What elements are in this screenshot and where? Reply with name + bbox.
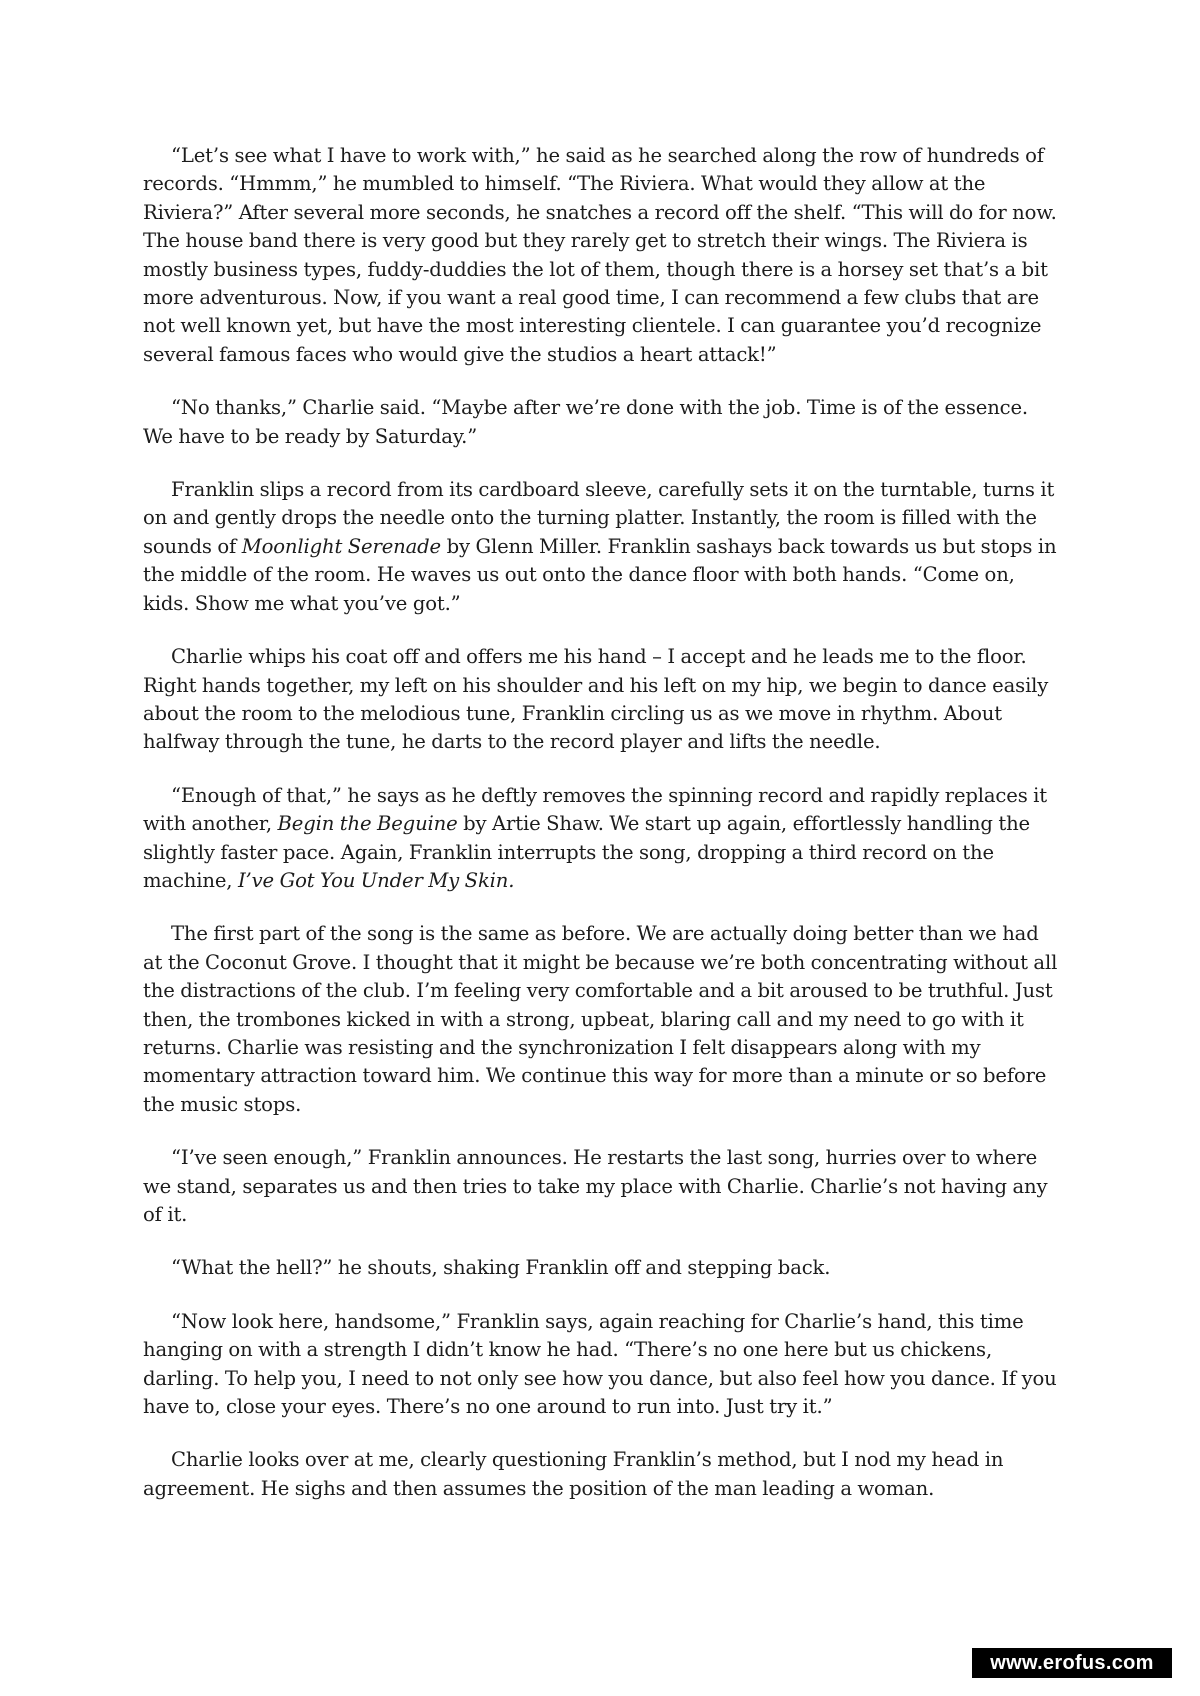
paragraph-text: “I’ve seen enough,” Franklin announces. He restarts the last song, hurries over to where we stand, separates us and then tries to take my place with Charlie. Charlie’s not having any of it. [143, 1146, 1048, 1226]
paragraph-text: “No thanks,” Charlie said. “Maybe after we’re done with the job. Time is of the essence. We have to be ready by Saturday.” [143, 396, 1029, 448]
paragraph [143, 394, 1063, 451]
paragraph [143, 1308, 1063, 1422]
paragraph [143, 1446, 1063, 1503]
paragraph-text: by Glenn Miller. Franklin sashays back towards us but stops in the middle of the room. He waves us out onto the dance floor with both hands. “Come on, kids. Show me what you’ve got.” [143, 534, 1057, 615]
paragraph-text: “Now look here, handsome,” Franklin says, again reaching for Charlie’s hand, this time hanging on with a strength I didn’t know he had. “There’s no one here but us chickens, darling. To help you, I need to not only see how you dance, but also feel how you dance. If you have to, close your eyes. There’s no one around to run into. Just try it.” [143, 1309, 1057, 1419]
paragraph [143, 782, 1063, 896]
song-title-italic: Begin the Beguine [277, 812, 458, 836]
paragraph-text: “Let’s see what I have to work with,” he said as he searched along the row of hundreds of records. “Hmmm,” he mumbled to himself. “The Riviera. What would they allow at the Riviera?” After several more seconds, he snatches a record off the shelf. “This will do for now. The house band there is very good but they rarely get to stretch their wings. The Riviera is mostly business types, fuddy-duddies the lot of them, though there is a horsey set that’s a bit more adventurous. Now, if you want a real good time, I can recommend a few clubs that are not well known yet, but have the most interesting clientele. I can guarantee you’d recognize several famous faces who would give the studios a heart attack!” [143, 144, 1057, 366]
paragraph-text: Charlie whips his coat off and offers me his hand – I accept and he leads me to the floor. Right hands together, my left on his shoulder and his left on my hip, we begin to dance easily about the room to the melodious tune, Franklin circling us as we move in rhythm. About halfway through the tune, he darts to the record player and lifts the needle. [143, 645, 1049, 754]
song-title-italic: I’ve Got You Under My Skin. [237, 868, 515, 892]
paragraph-text: Charlie looks over at me, clearly questioning Franklin’s method, but I nod my head in agreement. He sighs and then assumes the position of the man leading a woman. [143, 1448, 1004, 1500]
document-page [143, 142, 1063, 1528]
paragraph-text: “What the hell?” he shouts, shaking Franklin off and stepping back. [171, 1256, 831, 1280]
paragraph [143, 142, 1063, 369]
paragraph [143, 920, 1063, 1119]
paragraph [143, 1144, 1063, 1229]
paragraph-text: by Artie Shaw. We start up again, effortlessly handling the slightly faster pace. Again, Franklin interrupts the song, dropping a third record on the machine, [143, 812, 1030, 892]
paragraph [143, 1254, 1063, 1282]
paragraph-text: The first part of the song is the same as before. We are actually doing better than we had at the Coconut Grove. I thought that it might be because we’re both concentrating without all the distractions of the club. I’m feeling very comfortable and a bit aroused to be truthful. Just then, the trombones kicked in with a strong, upbeat, blaring call and my need to go with it returns. Charlie was resisting and the synchronization I felt disappears along with my momentary attraction toward him. We continue this way for more than a minute or so before the music stops. [143, 922, 1058, 1116]
paragraph [143, 643, 1063, 757]
paragraph-text: “Enough of that,” he says as he deftly removes the spinning record and rapidly replaces it with another, [143, 783, 1048, 836]
song-title-italic: Moonlight Serenade [241, 534, 441, 558]
watermark: www.erofus.com [972, 1648, 1172, 1678]
paragraph-text: Franklin slips a record from its cardboard sleeve, carefully sets it on the turntable, turns it on and gently drops the needle onto the turning platter. Instantly, the room is filled with the sounds of [143, 478, 1055, 558]
paragraph [143, 476, 1063, 618]
